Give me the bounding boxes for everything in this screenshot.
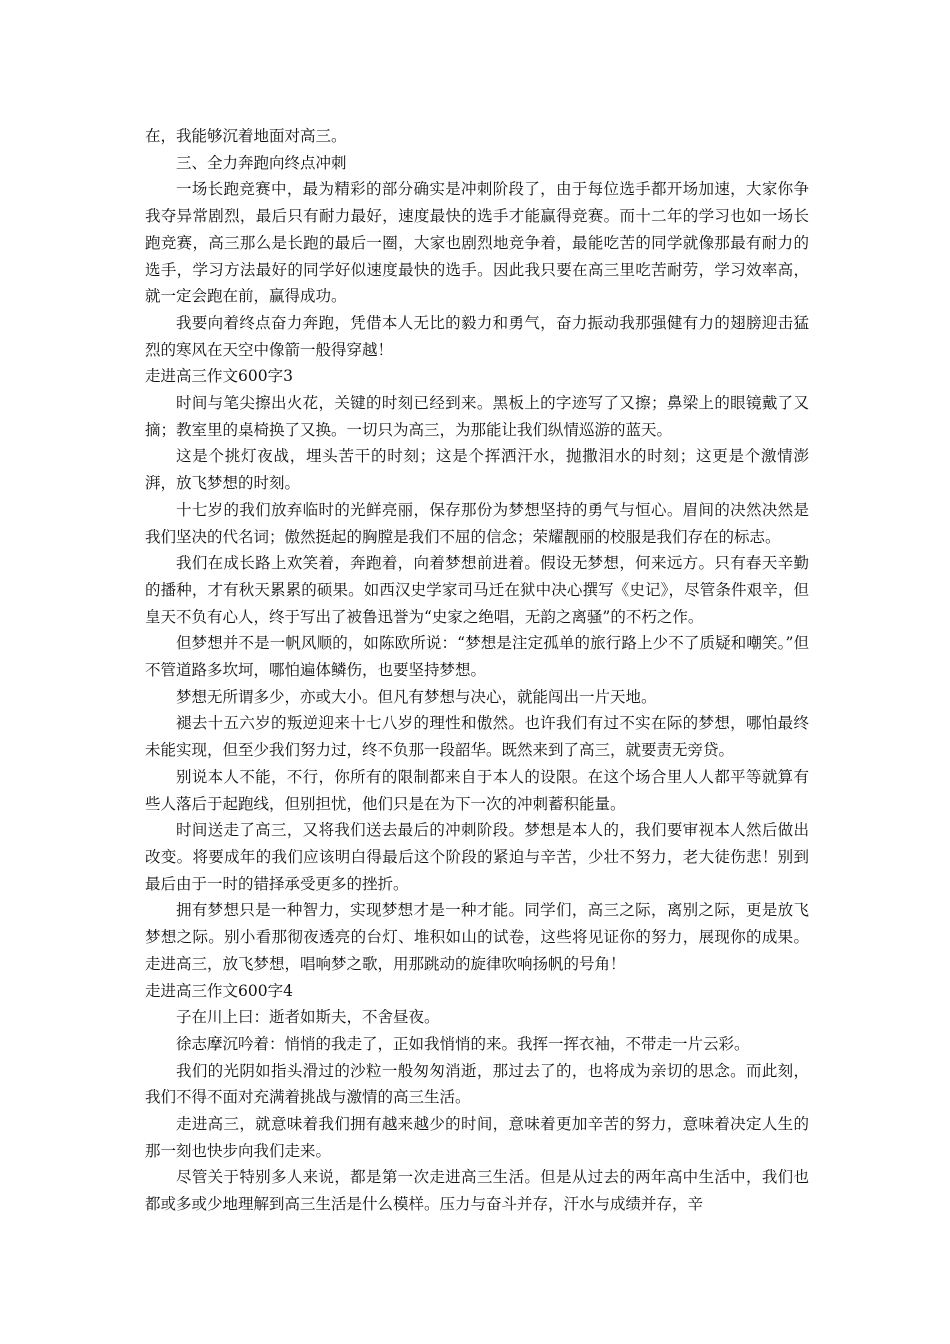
paragraph: 我要向着终点奋力奔跑，凭借本人无比的毅力和勇气，奋力振动我那强健有力的翅膀迎击猛烈的寒风在天空中像箭一般得穿越！ [145, 313, 809, 359]
paragraph: 子在川上曰：逝者如斯夫，不舍昼夜。 [176, 1008, 440, 1027]
essay-title: 走进高三作文600字4 [145, 981, 293, 1000]
paragraph: 褪去十五六岁的叛逆迎来十七八岁的理性和傲然。也许我们有过不实在际的梦想，哪怕最终未能实现，但至少我们努力过，终不负那一段韶华。既然来到了高三，就要责无旁贷。 [145, 714, 809, 760]
paragraph: 尽管关于特别多人来说，都是第一次走进高三生活。但是从过去的两年高中生活中，我们也都或多或少地理解到高三生活是什么模样。压力与奋斗并存，汗水与成绩并存，辛 [145, 1168, 809, 1214]
paragraph: 我们的光阴如指头滑过的沙粒一般匆匆消逝，那过去了的，也将成为亲切的思念。而此刻，我们不得不面对充满着挑战与激情的高三生活。 [145, 1061, 809, 1107]
paragraph: 但梦想并不是一帆风顺的，如陈欧所说：“梦想是注定孤单的旅行路上少不了质疑和嘲笑。”但不管道路多坎坷，哪怕遍体鳞伤，也要坚持梦想。 [145, 634, 809, 680]
paragraph: 在，我能够沉着地面对高三。 [145, 127, 347, 145]
paragraph: 别说本人不能，不行，你所有的限制都来自于本人的设限。在这个场合里人人都平等就算有些人落后于起跑线，但别担忧，他们只是在为下一次的冲刺蓄积能量。 [145, 767, 809, 813]
paragraph: 走进高三，就意味着我们拥有越来越少的时间，意味着更加辛苦的努力，意味着决定人生的那一刻也快步向我们走来。 [145, 1115, 809, 1160]
paragraph: 十七岁的我们放弃临时的光鲜亮丽，保存那份为梦想坚持的勇气与恒心。眉间的决然决然是我们坚决的代名词；傲然挺起的胸膛是我们不屈的信念；荣耀靓丽的校服是我们存在的标志。 [145, 500, 809, 546]
section-heading: 三、全力奔跑向终点冲刺 [176, 153, 347, 172]
essay-title: 走进高三作文600字3 [145, 367, 293, 386]
paragraph: 拥有梦想只是一种智力，实现梦想才是一种才能。同学们，高三之际，离别之际，更是放飞梦想之际。别小看那彻夜透亮的台灯、堆积如山的试卷，这些将见证你的努力，展现你的成果。走进高三，放飞梦想，唱响梦之歌，用那跳动的旋律吹响扬帆的号角！ [145, 901, 809, 973]
paragraph: 一场长跑竞赛中，最为精彩的部分确实是冲刺阶段了，由于每位选手都开场加速，大家你争我夺异常剧烈，最后只有耐力最好，速度最快的选手才能赢得竞赛。而十二年的学习也如一场长跑竞赛，高三那么是长跑的最后一圈，大家也剧烈地竞争着，最能吃苦的同学就像那最有耐力的选手，学习方法最好的同学好似速度最快的选手。因此我只要在高三里吃苦耐劳，学习效率高，就一定会跑在前，赢得成功。 [145, 180, 809, 306]
paragraph: 时间送走了高三，又将我们送去最后的冲刺阶段。梦想是本人的，我们要审视本人然后做出改变。将要成年的我们应该明白得最后这个阶段的紧迫与辛苦，少壮不努力，老大徒伤悲！别到最后由于一时的错择承受更多的挫折。 [145, 821, 809, 893]
paragraph: 徐志摩沉吟着：悄悄的我走了，正如我悄悄的来。我挥一挥衣袖，不带走一片云彩。 [176, 1034, 750, 1053]
paragraph: 我们在成长路上欢笑着，奔跑着，向着梦想前进着。假设无梦想，何来远方。只有春天辛勤的播种，才有秋天累累的硕果。如西汉史学家司马迁在狱中决心撰写《史记》，尽管条件艰辛，但皇天不负有心人，终于写出了被鲁迅誉为“史家之绝唱，无韵之离骚”的不朽之作。 [145, 554, 809, 626]
paragraph: 梦想无所谓多少，亦或大小。但凡有梦想与决心，就能闯出一片天地。 [176, 687, 657, 706]
document-page [145, 123, 809, 1218]
paragraph: 时间与笔尖擦出火花，关键的时刻已经到来。黑板上的字迹写了又擦；鼻梁上的眼镜戴了又摘；教室里的桌椅换了又换。一切只为高三，为那能让我们纵情巡游的蓝天。 [145, 394, 809, 439]
paragraph: 这是个挑灯夜战，埋头苦干的时刻；这是个挥洒汗水，抛撒泪水的时刻；这更是个激情澎湃，放飞梦想的时刻。 [145, 447, 809, 493]
